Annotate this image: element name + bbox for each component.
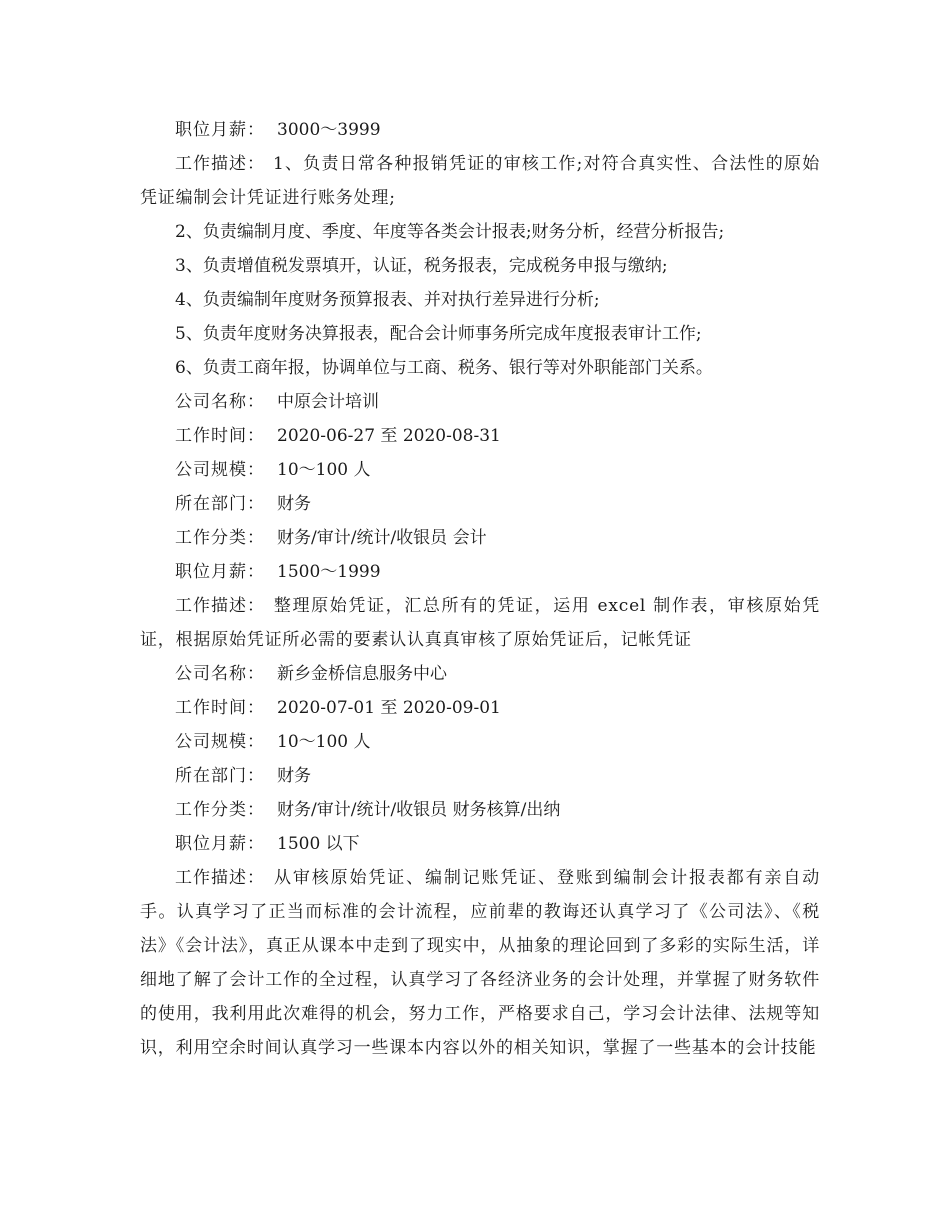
company-name-value: 中原会计培训: [277, 392, 379, 412]
job-category-label: 工作分类：: [175, 528, 265, 548]
company-scale-row-2: [140, 453, 820, 487]
job-description-2: [140, 589, 820, 657]
salary-label: 职位月薪：: [175, 562, 265, 582]
document-page: [140, 113, 820, 1065]
department-row-2: [140, 487, 820, 521]
work-time-row-3: [140, 691, 820, 725]
duty-item: 6、负责工商年报，协调单位与工商、税务、银行等对外职能部门关系。: [175, 358, 713, 378]
company-scale-row-3: [140, 725, 820, 759]
salary-label: 职位月薪：: [175, 834, 265, 854]
job-category-label: 工作分类：: [175, 800, 265, 820]
department-label: 所在部门：: [175, 766, 265, 786]
work-time-label: 工作时间：: [175, 698, 265, 718]
description-text: 1、负责日常各种报销凭证的审核工作;对符合真实性、合法性的原始凭证编制会计凭证进行账务处理;: [140, 154, 820, 208]
company-scale-label: 公司规模：: [175, 732, 265, 752]
company-name-value: 新乡金桥信息服务中心: [277, 664, 447, 684]
company-name-label: 公司名称：: [175, 664, 265, 684]
description-text: 从审核原始凭证、编制记账凭证、登账到编制会计报表都有亲自动手。认真学习了正当而标准的会计流程，应前辈的教诲还认真学习了《公司法》、《税法》《会计法》，真正从课本中走到了现实中，从抽象的理论回到了多彩的实际生活，详细地了解了会计工作的全过程，认真学习了各经济业务的会计处理，并掌握了财务软件的使用，我利用此次难得的机会，努力工作，严格要求自己，学习会计法律、法规等知识，利用空余时间认真学习一些课本内容以外的相关知识，掌握了一些基本的会计技能: [140, 868, 820, 1058]
company-name-row-2: [140, 385, 820, 419]
work-time-value: 2020-06-27 至 2020-08-31: [277, 426, 501, 446]
job-category-row-3: [140, 793, 820, 827]
description-text: 整理原始凭证，汇总所有的凭证，运用 excel 制作表，审核原始凭证，根据原始凭证所必需的要素认认真真审核了原始凭证后，记帐凭证: [140, 596, 820, 650]
company-scale-value: 10～100 人: [277, 732, 371, 752]
department-row-3: [140, 759, 820, 793]
description-label: 工作描述：: [175, 154, 265, 174]
job-category-value: 财务/审计/统计/收银员 会计: [277, 528, 487, 548]
department-value: 财务: [277, 766, 311, 786]
salary-row-1: [140, 113, 820, 147]
description-label: 工作描述：: [175, 596, 265, 616]
job-category-row-2: [140, 521, 820, 555]
salary-label: 职位月薪：: [175, 120, 265, 140]
job-category-value: 财务/审计/统计/收银员 财务核算/出纳: [277, 800, 561, 820]
company-name-row-3: [140, 657, 820, 691]
salary-value: 1500～1999: [277, 562, 381, 582]
work-time-label: 工作时间：: [175, 426, 265, 446]
work-time-row-2: [140, 419, 820, 453]
work-time-value: 2020-07-01 至 2020-09-01: [277, 698, 501, 718]
salary-value: 1500 以下: [277, 834, 360, 854]
department-label: 所在部门：: [175, 494, 265, 514]
salary-row-2: [140, 555, 820, 589]
duty-item: 2、负责编制月度、季度、年度等各类会计报表;财务分析，经营分析报告;: [175, 222, 725, 242]
job-description-3: [140, 861, 820, 1065]
duty-item: 4、负责编制年度财务预算报表、并对执行差异进行分析;: [175, 290, 600, 310]
salary-row-3: [140, 827, 820, 861]
description-label: 工作描述：: [175, 868, 265, 888]
department-value: 财务: [277, 494, 311, 514]
company-scale-label: 公司规模：: [175, 460, 265, 480]
job-description-1: [140, 147, 820, 215]
duty-item: 5、负责年度财务决算报表，配合会计师事务所完成年度报表审计工作;: [175, 324, 702, 344]
duty-item: 3、负责增值税发票填开，认证，税务报表，完成税务申报与缴纳;: [175, 256, 668, 276]
company-scale-value: 10～100 人: [277, 460, 371, 480]
salary-value: 3000～3999: [277, 120, 381, 140]
company-name-label: 公司名称：: [175, 392, 265, 412]
